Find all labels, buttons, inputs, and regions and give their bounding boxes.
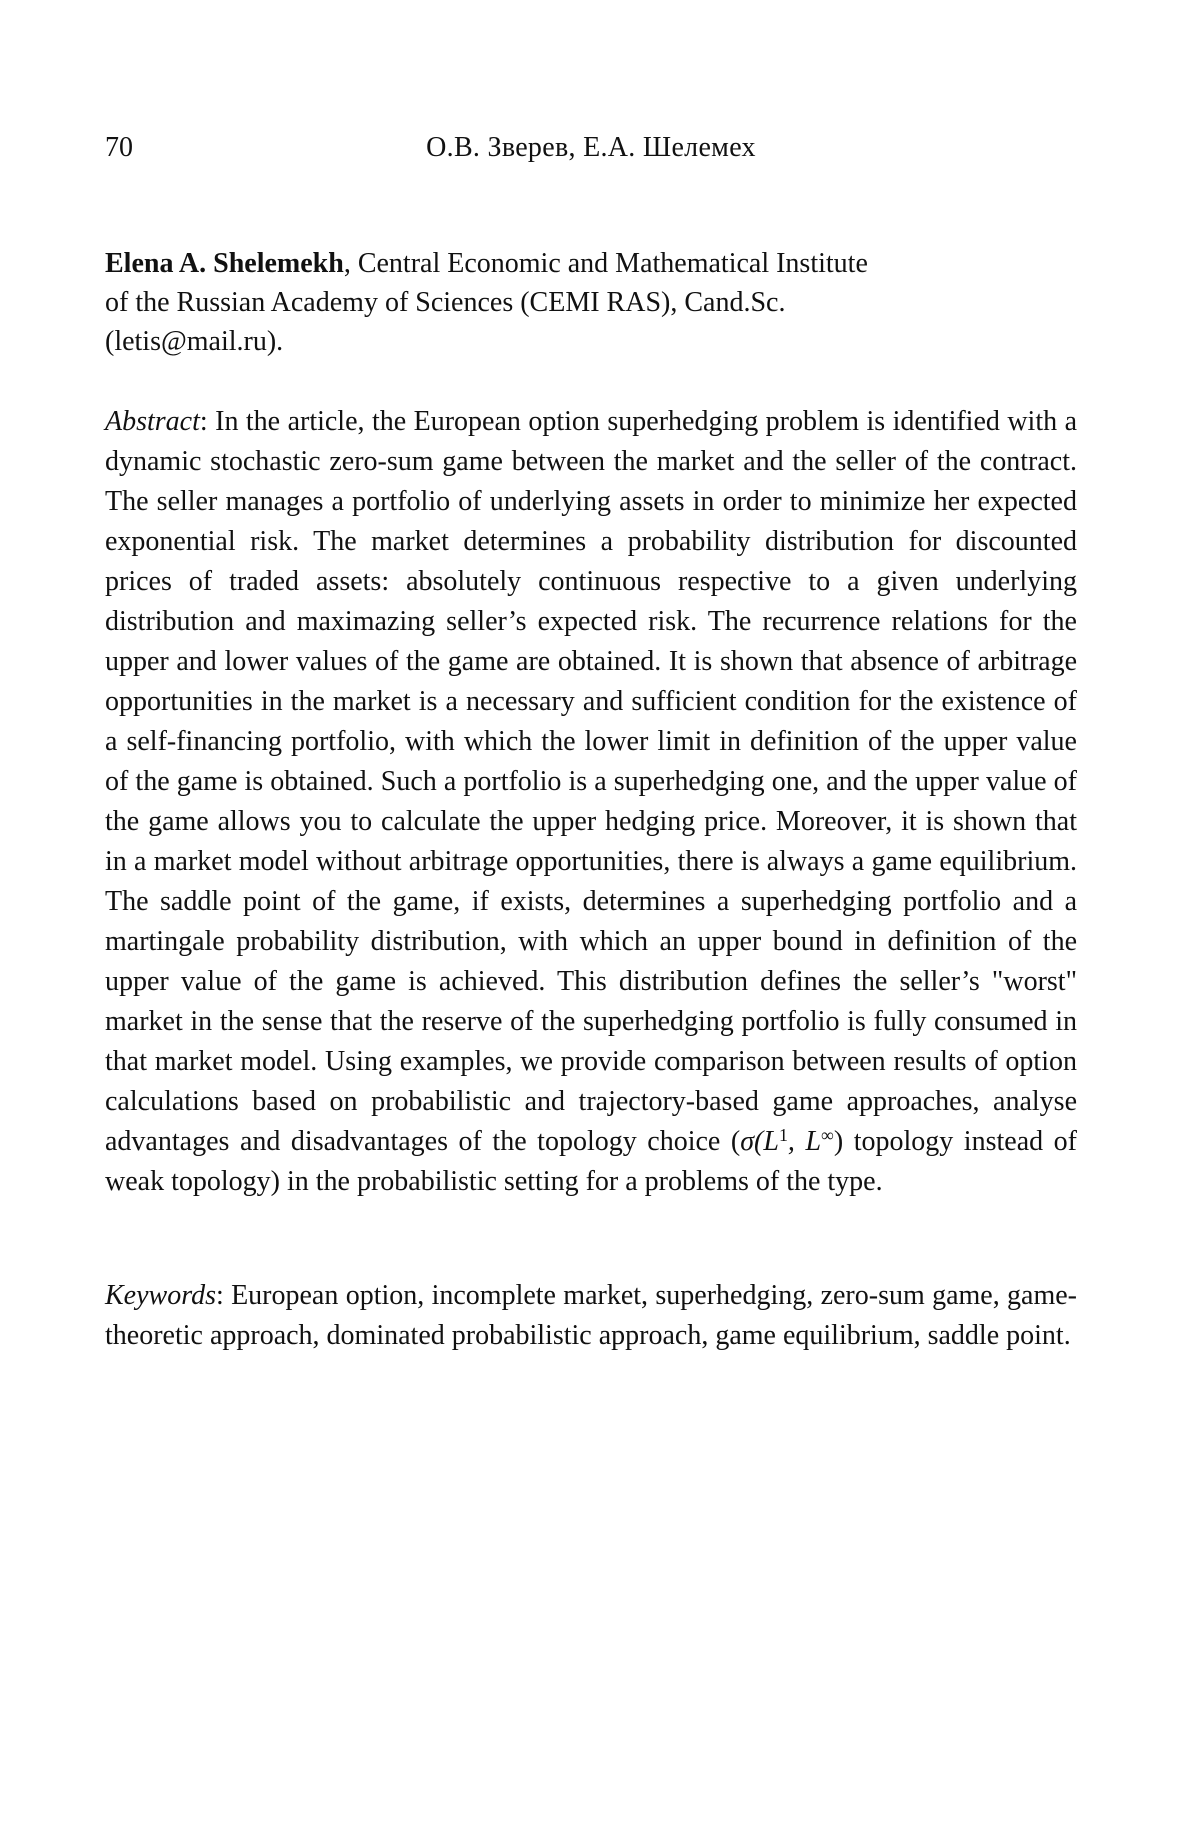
sigma-l1-linf-formula [740,1126,843,1157]
formula-superscript-infinity: ∞ [821,1125,834,1146]
abstract-text: In the article, the European option superhedging problem is identified with a dynamic stochastic zero-sum game between the market and the seller of the contract. The seller manages a portfolio of underlying assets in order to minimize her expected exponential risk. The market determines a probability distribution for discounted prices of traded assets: absolutely continuous respective to a given underlying distribution and maximazing seller’s expected risk. The recurrence relations for the upper and lower values of the game are obtained. It is shown that absence of arbitrage opportunities in the market is a necessary and sufficient condition for the existence of a self-financing portfolio, with which the lower limit in definition of the upper value of the game is obtained. Such a portfolio is a superhedging one, and the upper value of the game allows you to calculate the upper hedging price. Moreover, it is shown that in a market model without arbitrage opportunities, there is always a game equilibrium. The saddle point of the game, if exists, determines a superhedging portfolio and a martingale probability distribution, with which an upper bound in definition of the upper value of the game is achieved. This distribution defines the seller’s "worst" market in the sense that the reserve of the superhedging portfolio is fully consumed in that market model. Using examples, we provide comparison between results of option calculations based on probabilistic and trajectory-based game approaches, analyse advantages and disadvantages of the topology choice ( [105,406,1077,1157]
page-content [105,130,1077,1356]
author-email: (letis@mail.ru). [105,326,284,357]
abstract-text-after: topology instead of weak topology) in the probabilistic setting for a problems of the type. [105,1126,1077,1197]
author-name: Elena A. Shelemekh [105,248,344,279]
formula-mid: , L [787,1126,822,1157]
author-line-2: of the Russian Academy of Sciences (CEMI RAS), Cand.Sc. [105,287,786,318]
author-affiliation: , Central Economic and Mathematical Institute [343,248,868,279]
abstract-label: Abstract [105,406,200,437]
formula-superscript-1: 1 [778,1125,788,1146]
running-head: О.В. Зверев, Е.А. Шелемех [426,132,756,163]
abstract-paragraph [105,402,1077,1202]
abstract-separator: : [199,406,216,437]
keywords-text: European option, incomplete market, superhedging, zero-sum game, game-theoretic approach, dominated probabilistic approach, game equilibrium, saddle point. [105,1280,1077,1351]
author-line-1 [105,244,1077,283]
keywords-paragraph [105,1276,1077,1356]
formula-head: σ(L [740,1126,779,1157]
keywords-separator: : [215,1280,232,1311]
keywords-label: Keywords [105,1280,216,1311]
author-block [105,244,1077,361]
page-header [105,130,1077,170]
formula-tail: ) [833,1126,844,1157]
page-number: 70 [105,132,133,163]
